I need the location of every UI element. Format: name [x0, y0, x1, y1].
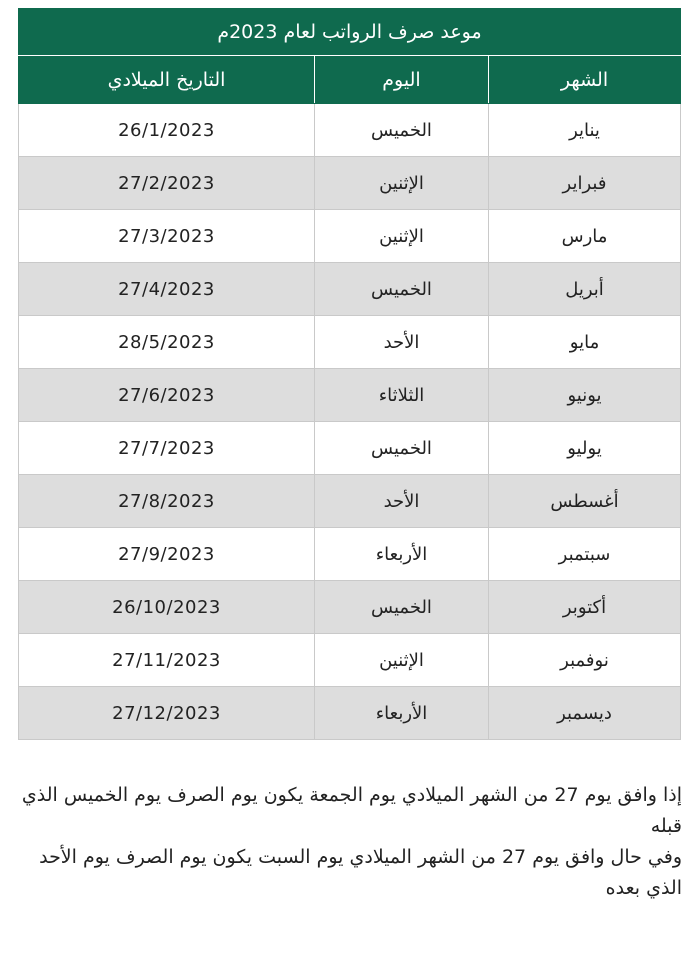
- table-row: [19, 369, 681, 422]
- table-row: [19, 157, 681, 210]
- date-cell: 27/9/2023: [19, 528, 315, 581]
- date-cell: 27/4/2023: [19, 263, 315, 316]
- table-row: [19, 422, 681, 475]
- day-cell: الأحد: [315, 475, 489, 528]
- payment-notes: [18, 780, 682, 904]
- day-cell: الخميس: [315, 581, 489, 634]
- table-row: [19, 528, 681, 581]
- month-cell: ديسمبر: [489, 687, 681, 740]
- table-row: [19, 687, 681, 740]
- date-cell: 27/12/2023: [19, 687, 315, 740]
- table-row: [19, 210, 681, 263]
- day-cell: الأربعاء: [315, 528, 489, 581]
- date-cell: 27/8/2023: [19, 475, 315, 528]
- day-cell: الأربعاء: [315, 687, 489, 740]
- month-cell: يونيو: [489, 369, 681, 422]
- table-row: [19, 263, 681, 316]
- date-cell: 26/10/2023: [19, 581, 315, 634]
- date-cell: 28/5/2023: [19, 316, 315, 369]
- month-cell: أكتوبر: [489, 581, 681, 634]
- month-cell: نوفمبر: [489, 634, 681, 687]
- month-cell: أبريل: [489, 263, 681, 316]
- header-month: الشهر: [489, 56, 681, 104]
- day-cell: الأحد: [315, 316, 489, 369]
- date-cell: 27/3/2023: [19, 210, 315, 263]
- month-cell: أغسطس: [489, 475, 681, 528]
- date-cell: 26/1/2023: [19, 104, 315, 157]
- note-saturday-rule: وفي حال وافق يوم 27 من الشهر الميلادي يوم السبت يكون يوم الصرف يوم الأحد الذي بعده: [39, 846, 682, 899]
- day-cell: الإثنين: [315, 210, 489, 263]
- day-cell: الثلاثاء: [315, 369, 489, 422]
- table-title: موعد صرف الرواتب لعام 2023م: [19, 9, 681, 56]
- table-row: [19, 634, 681, 687]
- month-cell: مايو: [489, 316, 681, 369]
- table-row: [19, 316, 681, 369]
- month-cell: يناير: [489, 104, 681, 157]
- table-row: [19, 475, 681, 528]
- day-cell: الإثنين: [315, 634, 489, 687]
- date-cell: 27/11/2023: [19, 634, 315, 687]
- header-day: اليوم: [315, 56, 489, 104]
- day-cell: الخميس: [315, 104, 489, 157]
- date-cell: 27/2/2023: [19, 157, 315, 210]
- day-cell: الخميس: [315, 422, 489, 475]
- month-cell: يوليو: [489, 422, 681, 475]
- month-cell: مارس: [489, 210, 681, 263]
- month-cell: سبتمبر: [489, 528, 681, 581]
- day-cell: الخميس: [315, 263, 489, 316]
- note-friday-rule: إذا وافق يوم 27 من الشهر الميلادي يوم الجمعة يكون يوم الصرف يوم الخميس الذي قبله: [21, 784, 682, 837]
- table-row: [19, 104, 681, 157]
- date-cell: 27/7/2023: [19, 422, 315, 475]
- date-cell: 27/6/2023: [19, 369, 315, 422]
- table-header-row: [19, 56, 681, 104]
- day-cell: الإثنين: [315, 157, 489, 210]
- month-cell: فبراير: [489, 157, 681, 210]
- header-date: التاريخ الميلادي: [19, 56, 315, 104]
- table-row: [19, 581, 681, 634]
- table-title-row: [19, 9, 681, 56]
- salary-schedule-table: [18, 8, 681, 740]
